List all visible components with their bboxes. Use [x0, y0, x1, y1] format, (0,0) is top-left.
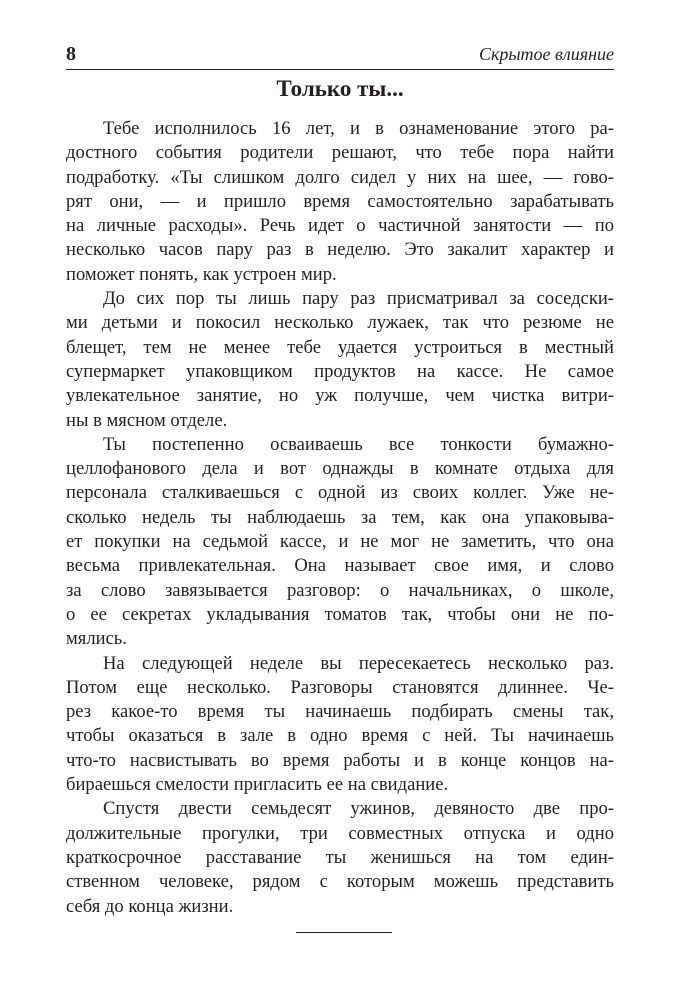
body-text: [66, 117, 614, 919]
text-line: сколько недель ты наблюдаешь за тем, как она упаковыва-: [66, 506, 614, 528]
text-line: целлофанового дела и вот однажды в комнате отдыха для: [66, 458, 614, 480]
text-line: увлекательное занятие, но уж получше, чем чистка витри-: [66, 385, 614, 407]
text-line: персонала сталкиваешься с одной из своих коллег. Уже не-: [66, 482, 614, 504]
paragraph: [66, 652, 614, 798]
text-line: чтобы оказаться в зале в одно время с ней. Ты начинаешь: [66, 725, 614, 747]
text-line: весьма привлекательная. Она называет свое имя, и слово: [66, 555, 614, 577]
text-line: достного события родители решают, что тебе пора найти: [66, 142, 614, 164]
paragraph: [66, 287, 614, 433]
text-line: ми детьми и покосил несколько лужаек, так что резюме не: [66, 312, 614, 334]
section-end-rule: [296, 932, 392, 933]
text-line: До сих пор ты лишь пару раз присматривал за соседски-: [103, 288, 614, 310]
text-line: должительные прогулки, три совместных отпуска и одно: [66, 822, 614, 844]
paragraph: [66, 433, 614, 652]
text-line: Спустя двести семьдесят ужинов, девяносто две про-: [103, 798, 614, 820]
text-line: ственном человеке, рядом с которым можешь представить: [66, 871, 614, 893]
text-line: что-то насвистывать во время работы и в конце концов на-: [66, 749, 614, 771]
text-line: блещет, тем не менее тебе удается устроиться в местный: [66, 336, 614, 358]
header-rule: [66, 69, 614, 70]
text-line: несколько часов пару раз в неделю. Это закалит характер и: [66, 239, 614, 261]
text-line: себя до конца жизни.: [66, 895, 234, 917]
paragraph: [66, 797, 614, 918]
text-line: за слово завязывается разговор: о начальниках, о школе,: [66, 579, 614, 601]
text-line: Тебе исполнилось 16 лет, и в ознаменование этого ра-: [103, 118, 614, 139]
text-line: ны в мясном отделе.: [66, 409, 228, 431]
text-line: Ты постепенно осваиваешь все тонкости бумажно-: [103, 433, 614, 455]
page-number: 8: [66, 43, 76, 65]
text-line: о ее секретах укладывания томатов так, чтобы они не по-: [66, 603, 614, 625]
text-line: мялись.: [66, 628, 127, 650]
running-head: [66, 40, 614, 68]
text-line: бираешься смелости пригласить ее на свидание.: [66, 774, 449, 796]
text-line: супермаркет упаковщиком продуктов на кассе. Не самое: [66, 360, 614, 382]
text-line: на личные расходы». Речь идет о частичной занятости — по: [66, 215, 614, 237]
text-line: На следующей неделе вы пересекаетесь несколько раз.: [103, 652, 614, 674]
running-title: Скрытое влияние: [478, 44, 614, 64]
text-line: Потом еще несколько. Разговоры становятся длиннее. Че-: [66, 676, 614, 698]
text-line: рят они, — и пришло время самостоятельно зарабатывать: [66, 190, 614, 212]
paragraph: [66, 117, 614, 287]
text-line: рез какое-то время ты начинаешь подбирать смены так,: [66, 701, 614, 723]
text-line: ет покупки на седьмой кассе, и не мог не заметить, что она: [66, 531, 614, 553]
text-line: подработку. «Ты слишком долго сидел у них на шее, — гово-: [66, 166, 614, 188]
text-line: краткосрочное расставание ты женишься на том един-: [66, 846, 614, 868]
chapter-title: Только ты...: [276, 76, 404, 101]
text-line: поможет понять, как устроен мир.: [66, 263, 337, 285]
